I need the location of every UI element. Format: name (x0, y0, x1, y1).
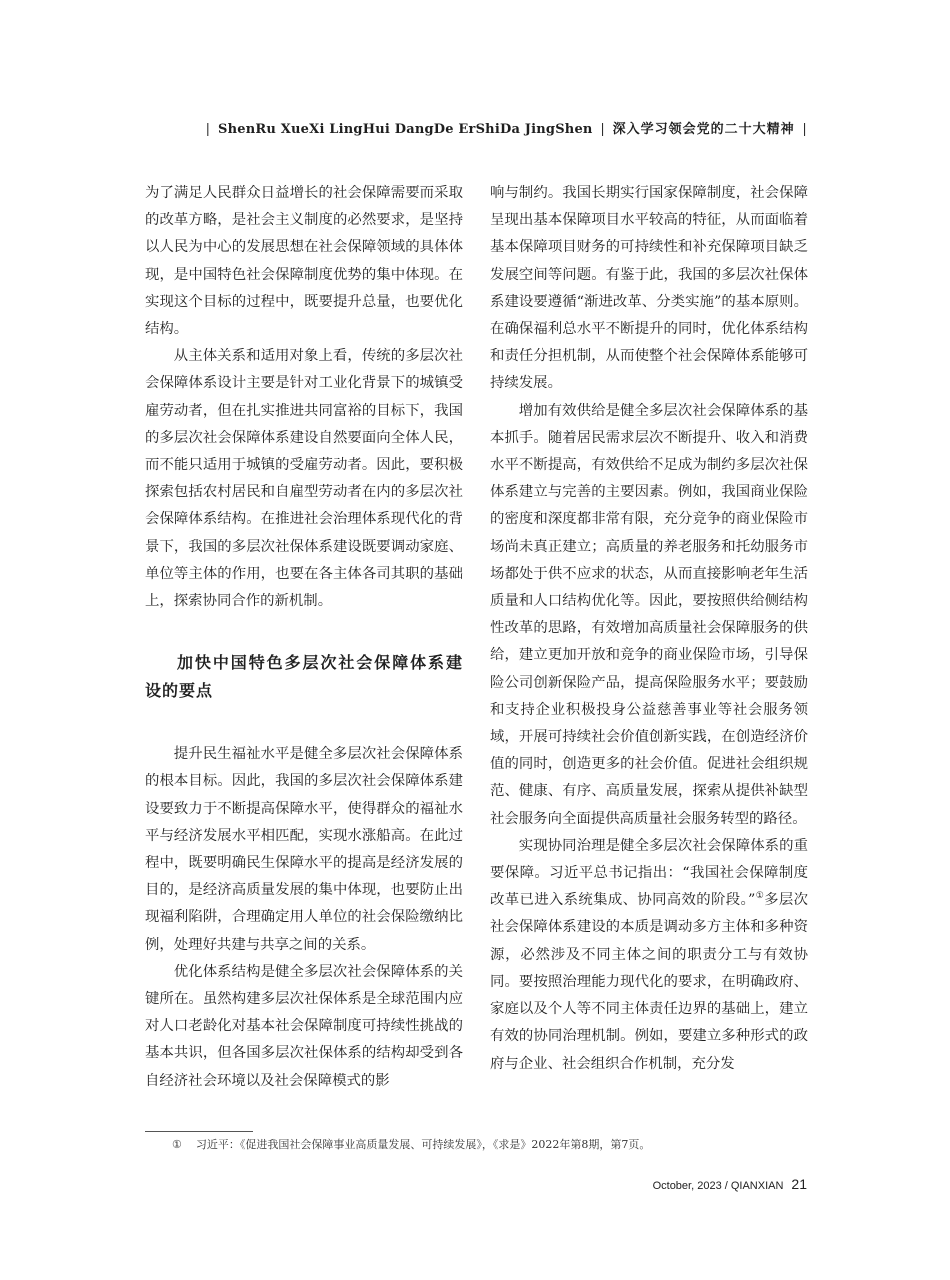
paragraph: 为了满足人民群众日益增长的社会保障需要而采取的改革方略，是社会主义制度的必然要求，是坚持以人民为中心的发展思想在社会保障领域的具体体现，是中国特色社会保障制度优势的集中体现。在实现这个目标的过程中，既要提升总量，也要优化结构。 (145, 185, 463, 338)
footnote-mark: ① (172, 1138, 182, 1151)
left-column (145, 180, 463, 1095)
paragraph (490, 833, 808, 1078)
header-title: 深入学习领会党的二十大精神 (612, 122, 795, 137)
paragraph: 优化体系结构是健全多层次社会保障体系的关键所在。虽然构建多层次社保体系是全球范围内应对人口老龄化对基本社会保障制度可持续性挑战的基本共识，但各国多层次社保体系的结构却受到各自经济社会环境以及社会保障模式的影 (145, 963, 463, 1089)
header-separator: | (802, 122, 807, 137)
footnote-rule (145, 1131, 253, 1132)
right-column (490, 180, 808, 1078)
running-header (203, 118, 810, 137)
paragraph: 增加有效供给是健全多层次社会保障体系的基本抓手。随着居民需求层次不断提升、收入和消费水平不断提高，有效供给不足成为制约多层次社保体系建立与完善的主要因素。例如，我国商业保险的密度和深度都非常有限，充分竞争的商业保险市场尚未真正建立；高质量的养老服务和托幼服务市场都处于供不应求的状态，从而直接影响老年生活质量和人口结构优化等。因此，要按照供给侧结构性改革的思路，有效增加高质量社会保障服务的供给，建立更加开放和竞争的商业保险市场，引导保险公司创新保险产品，提高保险服务水平；要鼓励和支持企业积极投身公益慈善事业等社会服务领域，开展可持续社会价值创新实践，在创造经济价值的同时，创造更多的社会价值。促进社会组织规范、健康、有序、高质量发展，探索从提供补缺型社会服务向全面提供高质量社会服务转型的路径。 (490, 402, 808, 827)
section-heading: 加快中国特色多层次社会保障体系建设的要点 (145, 653, 463, 701)
page-footer (653, 1176, 807, 1194)
footnote-text: 习近平：《促进我国社会保障事业高质量发展、可持续发展》，《求是》2022年第8期，第7页。 (195, 1138, 651, 1151)
page-number: 21 (791, 1176, 807, 1192)
header-pinyin: ShenRu XueXi LingHui DangDe ErShiDa JingShen (218, 122, 593, 137)
paragraph: 从主体关系和适用对象上看，传统的多层次社会保障体系设计主要是针对工业化背景下的城镇受雇劳动者，但在扎实推进共同富裕的目标下，我国的多层次社会保障体系建设自然要面向全体人民，而不能只适用于城镇的受雇劳动者。因此，要积极探索包括农村居民和自雇型劳动者在内的多层次社会保障体系结构。在推进社会治理体系现代化的背景下，我国的多层次社保体系建设既要调动家庭、单位等主体的作用，也要在各主体各司其职的基础上，探索协同合作的新机制。 (145, 348, 463, 610)
header-separator: | (600, 122, 605, 137)
footnote-ref[interactable]: ① (755, 891, 765, 902)
paragraph: 响与制约。我国长期实行国家保障制度，社会保障呈现出基本保障项目水平较高的特征，从而面临着基本保障项目财务的可持续性和补充保障项目缺乏发展空间等问题。有鉴于此，我国的多层次社保体系建设要遵循“渐进改革、分类实施”的基本原则。在确保福利总水平不断提升的同时，优化体系结构和责任分担机制，从而使整个社会保障体系能够可持续发展。 (490, 185, 808, 392)
paragraph-text: 多层次社会保障体系建设的本质是调动多方主体和多种资源，必然涉及不同主体之间的职责分工与有效协同。要按照治理能力现代化的要求，在明确政府、家庭以及个人等不同主体责任边界的基础上，建立有效的协同治理机制。例如，要建立多种形式的政府与企业、社会组织合作机制，充分发 (490, 892, 808, 1072)
paragraph-text: 实现协同治理是健全多层次社会保障体系的重要保障。习近平总书记指出：“我国社会保障制度改革已进入系统集成、协同高效的阶段。” (490, 837, 808, 909)
header-separator: | (205, 122, 211, 137)
footnote (172, 1136, 650, 1152)
paragraph: 提升民生福祉水平是健全多层次社会保障体系的根本目标。因此，我国的多层次社会保障体系建设要致力于不断提高保障水平，使得群众的福祉水平与经济发展水平相匹配，实现水涨船高。在此过程中，既要明确民生保障水平的提高是经济发展的目的，是经济高质量发展的集中体现，也要防止出现福利陷阱，合理确定用人单位的社会保险缴纳比例，处理好共建与共享之间的关系。 (145, 746, 463, 953)
issue-label: October, 2023 / QIANXIAN (652, 1180, 784, 1192)
